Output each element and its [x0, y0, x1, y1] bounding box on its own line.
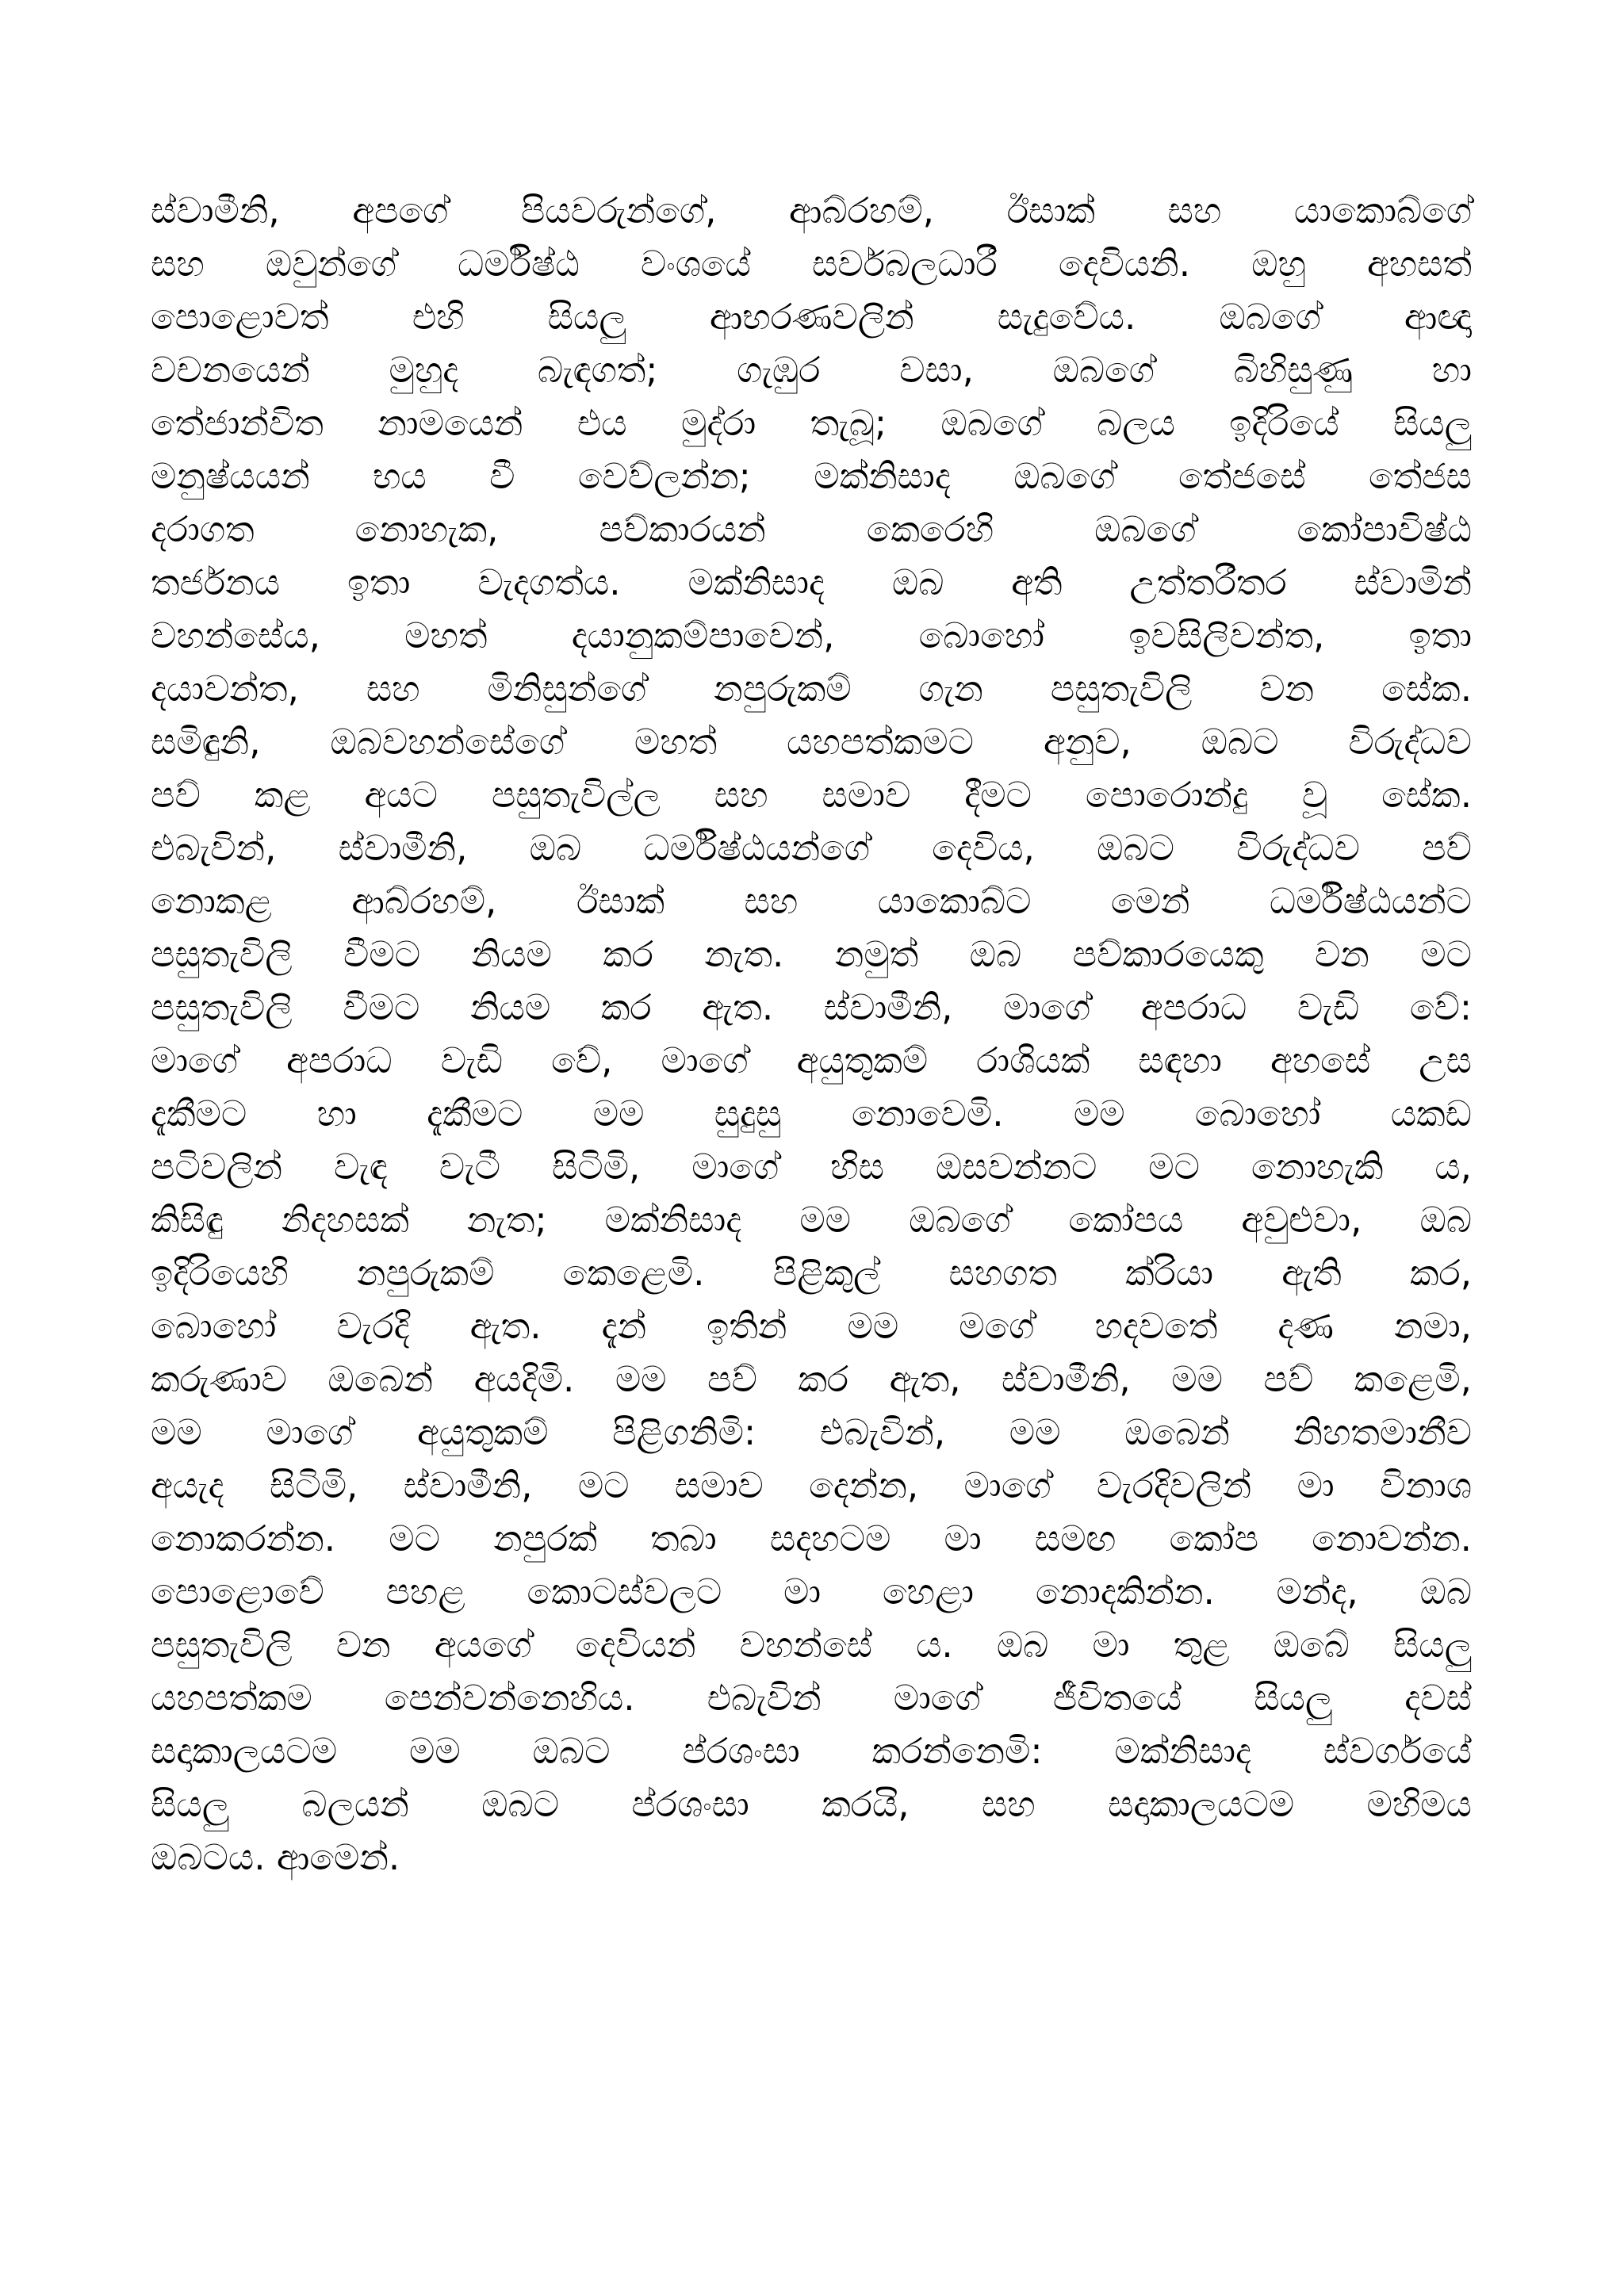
- text-line: තර්ජනය ඉතා වැදගත්ය. මක්නිසාද ඔබ අති උත්තරීතර ස්වාමින්: [151, 561, 1472, 603]
- text-line: පොළොවේ පහළ කොටස්වලට මා හෙළා නොදකින්න. මන්ද, ඔබ: [151, 1571, 1472, 1613]
- text-line: සමිඳුනි, ඔබවහන්සේගේ මහත් යහපත්කමට අනුව, ඔබට විරුද්ධව: [151, 721, 1472, 763]
- prayer-text-block: [151, 184, 1472, 1884]
- text-line-last: ඔබටය. ආමෙන්.: [151, 1836, 400, 1878]
- text-line: අයැද සිටිමි, ස්වාමීනි, මට සමාව දෙන්න, මාගේ වැරදිවලින් මා විනාශ: [151, 1464, 1472, 1506]
- text-line: මාගේ අපරාධ වැඩි වේ, මාගේ අයුතුකම් රාශියක් සඳහා අහසේ උස: [151, 1039, 1472, 1081]
- text-line: සියලු බලයන් ඔබට ප්රශංසා කරයි, සහ සදාකාලයටම මහිමය: [151, 1783, 1472, 1825]
- text-line: කරුණාව ඔබෙන් අයදිමි. මම පව් කර ඇත, ස්වාමීනි, මම පව් කළෙමි,: [151, 1358, 1472, 1400]
- text-line: නොකළ ආබ්රහම්, ඊසාක් සහ යාකොබ්ට මෙන් ධර්මිෂ්ඨයන්ට: [151, 880, 1472, 922]
- text-line: මනුෂ්යයන් භය වී වෙව්ලන්න; මක්නිසාද ඔබගේ තේජසේ තේජස: [151, 455, 1472, 497]
- text-line: නොකරන්න. මට නපුරක් තබා සදහටම මා සමඟ කෝප නොවන්න.: [151, 1517, 1472, 1559]
- text-line: සදාකාලයටම මම ඔබට ප්රශංසා කරන්නෙමි: මක්නිසාද ස්වර්ගයේ: [151, 1730, 1472, 1772]
- text-line: දයාවන්ත, සහ මිනිසුන්ගේ නපුරුකම් ගැන පසුතැවිලි වන සේක.: [151, 668, 1472, 710]
- text-line: බොහෝ වැරදි ඇත. දැන් ඉතින් මම මගේ හදවතේ දණ නමා,: [151, 1305, 1472, 1347]
- text-line: එබැවින්, ස්වාමීනි, ඔබ ධර්මිෂ්ඨයන්ගේ දෙවිය, ඔබට විරුද්ධව පව්: [151, 827, 1472, 869]
- text-line: වචනයෙන් මුහුද බැඳගත්; ගැඹුර වසා, ඔබගේ බිහිසුණු හා: [151, 349, 1472, 391]
- text-line: මම මාගේ අයුතුකම් පිළිගනිමි: එබැවින්, මම ඔබෙන් නිහතමානීව: [151, 1411, 1472, 1453]
- text-line: ස්වාමීනි, අපගේ පියවරුන්ගේ, ආබ්රහම්, ඊසාක් සහ යාකොබ්ගේ: [151, 189, 1472, 232]
- text-line: වහන්සේය, මහත් දයානුකම්පාවෙන්, බොහෝ ඉවසිලිවන්ත, ඉතා: [151, 614, 1472, 656]
- text-line: දරාගත නොහැක, පව්කාරයන් කෙරෙහි ඔබගේ කෝපාවිෂ්ඨ: [151, 508, 1472, 550]
- text-line: පසුතැවිලි වන අයගේ දෙවියන් වහන්සේ ය. ඔබ මා තුළ ඔබේ සියලු: [151, 1624, 1472, 1666]
- text-line: දැකීමට හා දැකීමට මම සුදුසු නොවෙමි. මම බොහෝ යකඩ: [151, 1093, 1472, 1135]
- text-line: යහපත්කම පෙන්වන්නෙහිය. එබැවින් මාගේ ජීවිතයේ සියලු දවස්: [151, 1677, 1472, 1719]
- text-line: තේජාන්විත නාමයෙන් එය මුද්රා තැබූ; ඔබගේ බලය ඉදිරියේ සියලු: [151, 402, 1472, 444]
- text-line: පසුතැවිලි වීමට නියම කර නැත. නමුත් ඔබ පව්කාරයෙකු වන මට: [151, 933, 1472, 975]
- text-line: පොළොවත් එහි සියලු ආභරණවලින් සැදුවේය. ඔබගේ ආඥා: [151, 296, 1472, 338]
- text-line: පසුතැවිලි වීමට නියම කර ඇත. ස්වාමීනි, මාගේ අපරාධ වැඩි වේ:: [151, 986, 1472, 1028]
- text-line: පව් කළ අයට පසුතැවිල්ල සහ සමාව දීමට පොරොන්දු වූ සේක.: [151, 774, 1472, 816]
- text-line: පටිවලින් වැඳ වැටී සිටිමි, මාගේ හිස ඔසවන්නට මට නොහැකි ය,: [151, 1146, 1472, 1188]
- text-line: කිසිඳු නිදහසක් නැත; මක්නිසාද මම ඔබගේ කෝපය අවුළුවා, ඔබ: [151, 1199, 1472, 1241]
- text-line: සහ ඔවුන්ගේ ධර්මිෂ්ඨ වංශයේ සර්වබලධාරී දෙවියනි. ඔහු අහසත්: [151, 243, 1472, 285]
- text-line: ඉදිරියෙහි නපුරුකම් කෙළෙමි. පිළිකුල් සහගත ක්රියා ඇති කර,: [151, 1252, 1472, 1294]
